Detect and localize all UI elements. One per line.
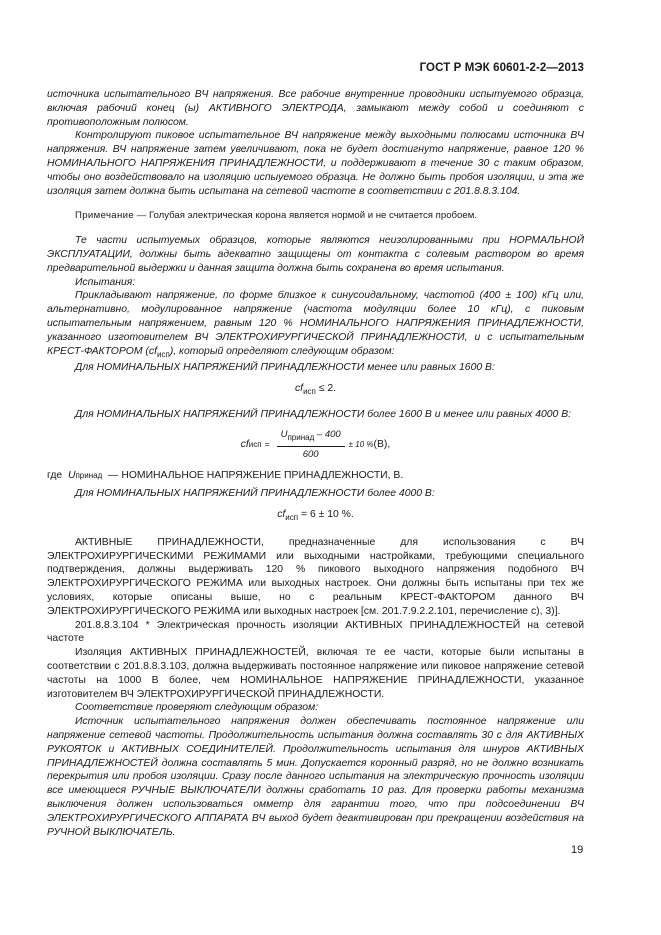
note-text: — Голубая электрическая корона является нормой и не считается пробоем. [134, 210, 477, 222]
note-label: Примечание [75, 210, 135, 222]
crest-factor-symbol: cf [148, 345, 157, 357]
formula-1-sub: исп [303, 387, 316, 397]
formula-crest-factor-2 [47, 428, 584, 461]
page-number: 19 [571, 844, 584, 856]
paragraph-uninsulated-parts: Те части испытуемых образцов, которые являются неизолированными при НОРМАЛЬНОЙ ЭКСПЛУАТАЦИИ, должны быть адекватно защищены от контакта с солевым раствором во время предварительной выдержки и данная защита должна быть сохранена во время испытания. [47, 235, 584, 274]
formula-3-rhs: = 6 ± 10 %. [298, 508, 354, 520]
paragraph-test-source: источника испытательного ВЧ напряжения. Все рабочие внутренние проводники испытуемого образца, включая рабочий конец (ы) АКТИВНОГО ЭЛЕКТРОДА, замыкают между собой и соединяют с противоположным полюсом. [47, 89, 584, 128]
formula-3-sub: исп [285, 513, 299, 523]
formula-2-units: (B), [373, 438, 391, 450]
formula-2-tail: ± 10 % [348, 439, 374, 449]
paragraph-hf-voltage-control: Контролируют пиковое испытательное ВЧ напряжение между выходными полюсами источника ВЧ напряжения. ВЧ напряжение затем увеличивают, пока не будет достигнуто напряжение, равное 120 % НОМИНАЛЬНОГО НАПРЯЖЕНИЯ ПРИНАДЛЕЖНОСТИ, и поддерживают в течение 30 с таким образом, чтобы оно воздействовало на изоляцию испыуемого образца. Не должно быть пробоя изоляции, и эта же изоляция затем должна быть испытана на сетевой частоте в соответствии с 201.8.8.3.104. [47, 130, 584, 197]
paragraph-apply-voltage [47, 289, 584, 361]
apply-voltage-text-b: ), который определяют следующим образом: [169, 345, 395, 357]
paragraph-tests-heading: Испытания: [75, 276, 136, 288]
formula-1-rhs: ≤ 2. [315, 383, 337, 395]
formula-3-lhs: cf [277, 508, 286, 520]
standard-header: ГОСТ Р МЭК 60601-2-2—2013 [419, 62, 584, 74]
clause-heading-201-8-8-3-104: 201.8.8.3.104 * Электрическая прочность изоляции АКТИВНЫХ ПРИНАДЛЕЖНОСТЕЙ на сетевой частоте [47, 619, 584, 645]
where-variable: U [67, 470, 76, 482]
formula-2-lhs: cf [240, 438, 249, 450]
formula-crest-factor-1 [47, 382, 584, 399]
paragraph-over-4000: Для НОМИНАЛЬНЫХ НАПРЯЖЕНИЙ ПРИНАДЛЕЖНОСТИ более 4000 В: [75, 488, 435, 500]
paragraph-1600-to-4000: Для НОМИНАЛЬНЫХ НАПРЯЖЕНИЙ ПРИНАДЛЕЖНОСТИ более 1600 В и менее или равных 4000 В: [75, 409, 572, 421]
formula-where-clause [47, 469, 584, 483]
paragraph-up-to-1600: Для НОМИНАЛЬНЫХ НАПРЯЖЕНИЙ ПРИНАДЛЕЖНОСТИ менее или равных 1600 В: [75, 362, 495, 374]
formula-crest-factor-3 [47, 508, 584, 525]
paragraph-compliance-check: Соответствие проверяют следующим образом: [75, 702, 319, 714]
formula-1-lhs: cf [294, 383, 304, 395]
where-subscript: принад [75, 471, 103, 481]
formula-2-eq: = [264, 438, 270, 449]
formula-2-num-rest: – 400 [316, 428, 341, 440]
formula-2-denominator: 600 [302, 448, 319, 460]
formula-2-num-sub: принад [287, 432, 315, 442]
formula-2-numerator [277, 428, 345, 447]
page-body [47, 88, 584, 839]
formula-2-sub: исп [248, 439, 262, 449]
note-corona [47, 209, 584, 223]
crest-factor-subscript: исп [157, 349, 170, 359]
paragraph-active-accessories: АКТИВНЫЕ ПРИНАДЛЕЖНОСТИ, предназначенные для использования с ВЧ ЭЛЕКТРОХИРУРГИЧЕСКИМИ РЕЖИМАМИ или выходными настройками, требующими специального подтверждения, должны выдерживать 120 % пикового выходного напряжения подобного ВЧ ЭЛЕКТРОХИРУРГИЧЕСКОГО РЕЖИМА или выходных настроек. Они должны быть испытаны при тех же условиях, которые описаны выше, но с реальным КРЕСТ-ФАКТОРОМ данного ВЧ ЭЛЕКТРОХИРУРГИЧЕСКОГО РЕЖИМА или выходных настроек [см. 201.7.9.2.2.101, перечисление с), 3)]. [47, 536, 584, 617]
paragraph-test-procedure: Источник испытательного напряжения должен обеспечивать постоянное напряжение или напряжение сетевой частоты. Продолжительность испытания должна составлять 30 с для АКТИВНЫХ РУКОЯТОК и АКТИВНЫХ СОЕДИНИТЕЛЕЙ. Продолжительность испытания для шнуров АКТИВНЫХ ПРИНАДЛЕЖНОСТЕЙ должна составлять 5 мин. Допускается коронный разряд, но не должно возникать перекрытия или пробоя изоляции. Сразу после данного испытания на электрическую прочность изоляции все имеющиеся РУЧНЫЕ ВЫКЛЮЧАТЕЛИ должны сработать 10 раз. Для проверки работы механизма выключения должен использоваться омметр для гарантии того, что при подсоединении ВЧ ЭЛЕКТРОХИРУРГИЧЕСКОГО АППАРАТА ВЧ выход будет деактивирован при прекращении воздействия на РУЧНОЙ ВЫКЛЮЧАТЕЛЬ. [47, 716, 584, 838]
where-label: где [47, 470, 63, 482]
formula-2-num-var: U [280, 428, 288, 440]
apply-voltage-text-a: Прикладывают напряжение, по форме близкое к синусоидальному, частотой (400 ± 100) кГц или, альтернативно, модулированное напряжение (частота модуляции более 10 кГц), с пиковым испытательным напряжением, равным 120 % НОМИНАЛЬНОГО НАПРЯЖЕНИЯ ПРИНАДЛЕЖНОСТИ, указанного изготовителем ВЧ ЭЛЕКТРОХИРУРГИЧЕСКОЙ ПРИНАДЛЕЖНОСТИ, и с испытательным КРЕСТ-ФАКТОРОМ ( [47, 290, 584, 357]
paragraph-insulation-mains: Изоляция АКТИВНЫХ ПРИНАДЛЕЖНОСТЕЙ, включая те ее части, которые были испытаны в соответствии с 201.8.8.3.103, должна выдерживать постоянное напряжение или пиковое напряжение сетевой частоты на 1000 В более, чем НОМИНАЛЬНОЕ НАПРЯЖЕНИЕ ПРИНАДЛЕЖНОСТИ, указанное изготовителем ВЧ ЭЛЕКТРОХИРУРГИЧЕСКОЙ ПРИНАДЛЕЖНОСТИ. [47, 647, 584, 700]
where-text: — НОМИНАЛЬНОЕ НАПРЯЖЕНИЕ ПРИНАДЛЕЖНОСТИ, В. [108, 470, 404, 482]
formula-2-fraction [277, 428, 345, 461]
